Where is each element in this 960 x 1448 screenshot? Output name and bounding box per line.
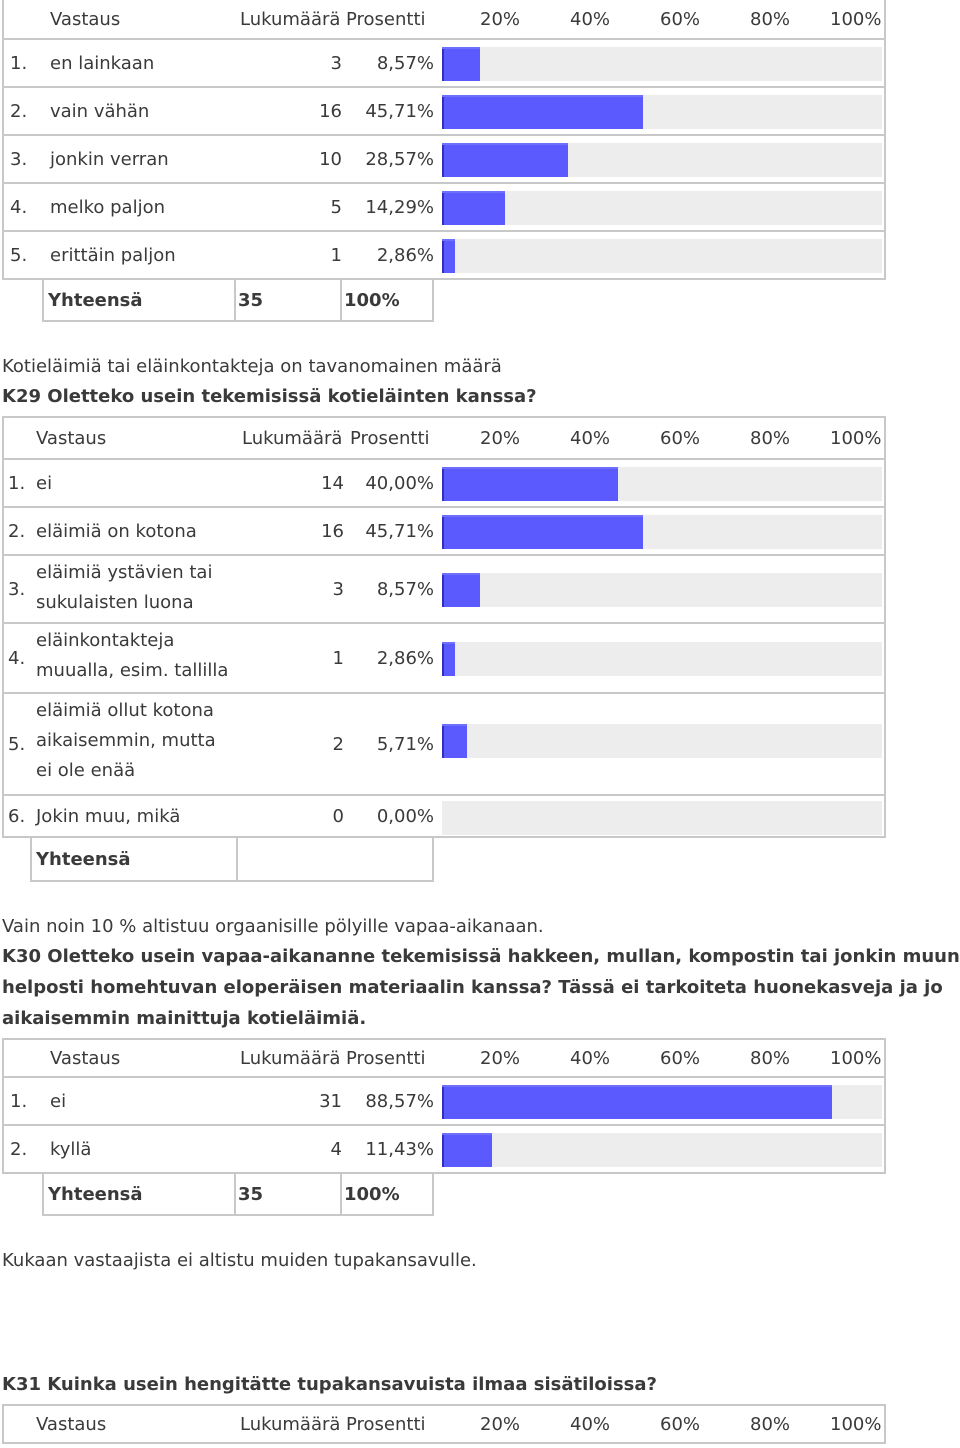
row-label-line: eläimiä ollut kotona xyxy=(36,700,214,721)
bar-track xyxy=(442,1085,882,1119)
row-label-line: aikaisemmin, mutta xyxy=(36,730,216,751)
bar-track xyxy=(442,1133,882,1167)
bar-fill xyxy=(442,1133,492,1167)
row-label xyxy=(36,694,236,794)
row-percent: 40,00% xyxy=(365,472,434,494)
row-count: 16 xyxy=(319,100,342,122)
table-row xyxy=(2,232,886,280)
col-lukumaara: Lukumäärä xyxy=(240,1413,341,1435)
row-percent: 88,57% xyxy=(365,1090,434,1112)
row-number: 5. xyxy=(10,244,28,266)
col-60: 60% xyxy=(660,1047,701,1069)
col-40: 40% xyxy=(570,8,611,30)
bar-track xyxy=(442,239,882,273)
col-100: 100% xyxy=(830,1413,882,1435)
bar-track xyxy=(442,642,882,676)
row-label: eläimiä on kotona xyxy=(36,520,197,542)
row-label: en lainkaan xyxy=(50,52,155,74)
total-label: Yhteensä xyxy=(48,1183,143,1205)
row-label-line: ei ole enää xyxy=(36,760,136,781)
col-vastaus: Vastaus xyxy=(50,1047,121,1069)
col-prosentti: Prosentti xyxy=(350,427,430,449)
col-100: 100% xyxy=(830,427,882,449)
table-row xyxy=(2,694,886,796)
row-number: 3. xyxy=(8,578,26,600)
row-label: jonkin verran xyxy=(50,148,169,170)
table-row xyxy=(2,1078,886,1126)
row-label xyxy=(36,624,236,692)
row-count: 1 xyxy=(332,647,344,669)
col-lukumaara: Lukumäärä xyxy=(240,1047,341,1069)
col-vastaus: Vastaus xyxy=(36,1413,107,1435)
row-count: 5 xyxy=(330,196,342,218)
table-row xyxy=(2,460,886,508)
row-number: 1. xyxy=(10,52,28,74)
row-label-line: eläinkontakteja xyxy=(36,630,175,651)
col-80: 80% xyxy=(750,427,791,449)
row-label: Jokin muu, mikä xyxy=(36,805,181,827)
bar-fill xyxy=(442,47,480,81)
row-label xyxy=(36,556,236,622)
col-20: 20% xyxy=(480,1047,521,1069)
table-total-row xyxy=(42,1174,434,1216)
row-number: 2. xyxy=(8,520,26,542)
row-number: 1. xyxy=(10,1090,28,1112)
question-k29: K29 Oletteko usein tekemisissä kotieläinten kanssa? xyxy=(2,386,537,407)
row-count: 16 xyxy=(321,520,344,542)
summary-text-2: Vain noin 10 % altistuu orgaanisille pölyille vapaa-aikanaan. xyxy=(2,916,544,937)
table-row xyxy=(2,184,886,232)
row-label: melko paljon xyxy=(50,196,166,218)
row-number: 5. xyxy=(8,733,26,755)
col-100: 100% xyxy=(830,8,882,30)
row-number: 2. xyxy=(10,100,28,122)
total-label: Yhteensä xyxy=(48,289,143,311)
table-row xyxy=(2,556,886,624)
col-20: 20% xyxy=(480,8,521,30)
row-percent: 8,57% xyxy=(376,52,434,74)
row-label: ei xyxy=(50,1090,67,1112)
table-total-row xyxy=(42,280,434,322)
table-4-header xyxy=(2,1404,886,1444)
col-80: 80% xyxy=(750,1413,791,1435)
col-20: 20% xyxy=(480,427,521,449)
row-percent: 45,71% xyxy=(365,520,434,542)
bar-track xyxy=(442,801,882,835)
total-label: Yhteensä xyxy=(36,848,131,870)
row-percent: 2,86% xyxy=(376,244,434,266)
row-percent: 8,57% xyxy=(376,578,434,600)
row-count: 3 xyxy=(332,578,344,600)
question-k30-line-3: aikaisemmin mainittuja kotieläimiä. xyxy=(2,1008,367,1029)
row-label: vain vähän xyxy=(50,100,150,122)
col-40: 40% xyxy=(570,1413,611,1435)
bar-fill xyxy=(442,95,643,129)
bar-track xyxy=(442,47,882,81)
question-k31: K31 Kuinka usein hengitätte tupakansavuista ilmaa sisätiloissa? xyxy=(2,1374,657,1395)
bar-track xyxy=(442,143,882,177)
col-prosentti: Prosentti xyxy=(346,8,426,30)
row-percent: 2,86% xyxy=(376,647,434,669)
table-3-header xyxy=(2,1038,886,1078)
bar-fill xyxy=(442,191,505,225)
row-percent: 14,29% xyxy=(365,196,434,218)
col-80: 80% xyxy=(750,8,791,30)
total-percent: 100% xyxy=(344,289,400,311)
row-label: ei xyxy=(36,472,53,494)
col-40: 40% xyxy=(570,427,611,449)
col-40: 40% xyxy=(570,1047,611,1069)
table-row xyxy=(2,1126,886,1174)
row-label-line: muualla, esim. tallilla xyxy=(36,660,229,681)
row-number: 6. xyxy=(8,805,26,827)
total-percent: 100% xyxy=(344,1183,400,1205)
bar-track xyxy=(442,724,882,758)
row-percent: 0,00% xyxy=(376,805,434,827)
col-20: 20% xyxy=(480,1413,521,1435)
table-row xyxy=(2,508,886,556)
table-row xyxy=(2,40,886,88)
bar-fill xyxy=(442,143,568,177)
row-count: 4 xyxy=(330,1138,342,1160)
bar-fill xyxy=(442,239,455,273)
col-80: 80% xyxy=(750,1047,791,1069)
row-number: 4. xyxy=(8,647,26,669)
table-row xyxy=(2,624,886,694)
col-60: 60% xyxy=(660,1413,701,1435)
row-count: 31 xyxy=(319,1090,342,1112)
bar-fill xyxy=(442,515,643,549)
row-count: 14 xyxy=(321,472,344,494)
col-vastaus: Vastaus xyxy=(36,427,107,449)
col-100: 100% xyxy=(830,1047,882,1069)
row-label-line: sukulaisten luona xyxy=(36,592,194,613)
bar-fill xyxy=(442,1085,832,1119)
col-prosentti: Prosentti xyxy=(346,1047,426,1069)
table-row xyxy=(2,796,886,838)
row-percent: 5,71% xyxy=(376,733,434,755)
row-count: 3 xyxy=(330,52,342,74)
summary-text-3: Kukaan vastaajista ei altistu muiden tupakansavulle. xyxy=(2,1250,477,1271)
col-lukumaara: Lukumäärä xyxy=(240,8,341,30)
table-row xyxy=(2,88,886,136)
row-percent: 11,43% xyxy=(365,1138,434,1160)
row-number: 3. xyxy=(10,148,28,170)
bar-track xyxy=(442,515,882,549)
bar-track xyxy=(442,95,882,129)
table-row xyxy=(2,136,886,184)
table-2-header xyxy=(2,416,886,460)
row-percent: 28,57% xyxy=(365,148,434,170)
bar-track xyxy=(442,467,882,501)
row-number: 4. xyxy=(10,196,28,218)
col-lukumaara: Lukumäärä xyxy=(242,427,343,449)
row-count: 10 xyxy=(319,148,342,170)
row-label-line: eläimiä ystävien tai xyxy=(36,562,213,583)
bar-track xyxy=(442,191,882,225)
col-60: 60% xyxy=(660,427,701,449)
row-number: 2. xyxy=(10,1138,28,1160)
total-count: 35 xyxy=(238,1183,264,1205)
col-vastaus: Vastaus xyxy=(50,8,121,30)
table-total-row xyxy=(30,838,434,882)
bar-fill xyxy=(442,724,467,758)
bar-fill xyxy=(442,573,480,607)
row-label: erittäin paljon xyxy=(50,244,176,266)
row-percent: 45,71% xyxy=(365,100,434,122)
table-1-header xyxy=(2,0,886,40)
bar-track xyxy=(442,573,882,607)
total-count: 35 xyxy=(238,289,264,311)
col-60: 60% xyxy=(660,8,701,30)
bar-fill xyxy=(442,642,455,676)
row-count: 2 xyxy=(332,733,344,755)
row-label: kyllä xyxy=(50,1138,92,1160)
summary-text-1: Kotieläimiä tai eläinkontakteja on tavanomainen määrä xyxy=(2,356,502,377)
row-count: 0 xyxy=(332,805,344,827)
question-k30-line-2: helposti homehtuvan eloperäisen materiaalin kanssa? Tässä ei tarkoiteta huonekasveja ja jo xyxy=(2,977,943,998)
question-k30-line-1: K30 Oletteko usein vapaa-aikananne tekemisissä hakkeen, mullan, kompostin tai jonkin muun xyxy=(2,946,960,967)
bar-fill xyxy=(442,467,618,501)
row-number: 1. xyxy=(8,472,26,494)
row-count: 1 xyxy=(330,244,342,266)
col-prosentti: Prosentti xyxy=(346,1413,426,1435)
